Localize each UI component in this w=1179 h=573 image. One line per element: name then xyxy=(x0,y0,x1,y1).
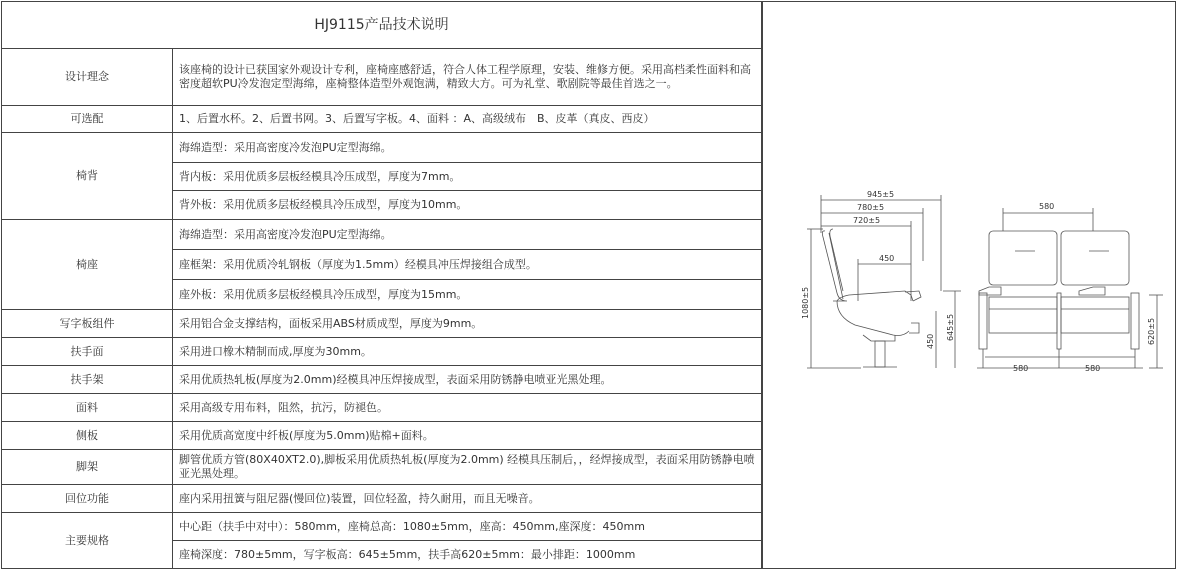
row-label: 设计理念 xyxy=(2,49,173,106)
row-value: 采用优质高宽度中纤板(厚度为5.0mm)贴棉+面料。 xyxy=(173,422,762,450)
table-row xyxy=(2,220,762,250)
row-value: 海绵造型：采用高密度冷发泡PU定型海绵。 xyxy=(173,220,762,250)
dim-450-vertical: 450 xyxy=(926,333,935,349)
table-row xyxy=(2,422,762,450)
row-value: 采用优质热轧板(厚度为2.0mm)经模具冲压焊接成型，表面采用防锈静电喷亚光黑处理。 xyxy=(173,366,762,394)
row-value: 背内板：采用优质多层板经模具冷压成型，厚度为7mm。 xyxy=(173,163,762,191)
row-label: 扶手架 xyxy=(2,366,173,394)
page-title: HJ9115产品技术说明 xyxy=(2,2,762,49)
table-row xyxy=(2,485,762,513)
dim-720: 720±5 xyxy=(853,216,881,225)
row-value: 海绵造型：采用高密度冷发泡PU定型海绵。 xyxy=(173,133,762,163)
row-value: 中心距（扶手中对中）：580mm，座椅总高：1080±5mm，座高：450mm,座深度：450mm xyxy=(173,513,762,541)
spec-table xyxy=(1,1,762,569)
side-view-dimensions xyxy=(801,190,955,349)
title-row xyxy=(2,2,762,49)
dim-450-horizontal: 450 xyxy=(879,254,895,263)
table-row xyxy=(2,366,762,394)
dim-580-top: 580 xyxy=(1039,202,1055,211)
row-value: 脚管优质方管(80X40XT2.0),脚板采用优质热轧板(厚度为2.0mm) 经模具压制后，，经焊接成型，表面采用防锈静电喷亚光黑处理。 xyxy=(173,450,762,485)
dim-780: 780±5 xyxy=(857,203,885,212)
side-view xyxy=(807,195,961,368)
row-label: 主要规格 xyxy=(2,513,173,569)
row-label: 椅座 xyxy=(2,220,173,310)
row-value: 采用铝合金支撑结构，面板采用ABS材质成型，厚度为9mm。 xyxy=(173,310,762,338)
row-value: 1、后置水杯。2、后置书网。3、后置写字板。4、面料 ：A、高级绒布 B、皮革（真皮、西皮） xyxy=(173,106,762,133)
dim-620: 620±5 xyxy=(1147,317,1156,345)
table-row xyxy=(2,513,762,541)
table-row xyxy=(2,49,762,106)
row-label: 面料 xyxy=(2,394,173,422)
row-label: 回位功能 xyxy=(2,485,173,513)
row-label: 脚架 xyxy=(2,450,173,485)
row-value: 座椅深度：780±5mm，写字板高：645±5mm，扶手高620±5mm：最小排距：1000mm xyxy=(173,541,762,569)
table-row xyxy=(2,106,762,133)
front-view xyxy=(977,208,1163,368)
table-row xyxy=(2,394,762,422)
row-value: 座内采用扭簧与阻尼器(慢回位)装置，回位轻盈，持久耐用，而且无噪音。 xyxy=(173,485,762,513)
row-label: 扶手面 xyxy=(2,338,173,366)
chair-drawing-panel xyxy=(762,1,1178,569)
dim-580-left: 580 xyxy=(1013,364,1029,373)
dim-1080: 1080±5 xyxy=(801,286,810,319)
row-value: 该座椅的设计已获国家外观设计专利，座椅座感舒适，符合人体工程学原理，安装、维修方便。采用高档柔性面料和高密度超软PU冷发泡定型海绵，座椅整体造型外观饱满，精致大方。可为礼堂、歌剧院等最佳首选之一。 xyxy=(173,49,762,106)
row-value: 采用进口橡木精制而成,厚度为30mm。 xyxy=(173,338,762,366)
table-row xyxy=(2,133,762,163)
dim-645: 645±5 xyxy=(946,313,955,341)
row-label: 椅背 xyxy=(2,133,173,220)
dim-580-right: 580 xyxy=(1085,364,1101,373)
row-label: 侧板 xyxy=(2,422,173,450)
table-row xyxy=(2,450,762,485)
row-value: 背外板：采用优质多层板经模具冷压成型，厚度为10mm。 xyxy=(173,191,762,220)
table-row xyxy=(2,310,762,338)
row-value: 采用高级专用布料，阻然，抗污，防褪色。 xyxy=(173,394,762,422)
row-value: 座框架：采用优质冷轧钢板（厚度为1.5mm）经模具冲压焊接组合成型。 xyxy=(173,250,762,280)
dim-945: 945±5 xyxy=(867,190,895,199)
row-label: 可选配 xyxy=(2,106,173,133)
row-label: 写字板组件 xyxy=(2,310,173,338)
front-view-dimensions xyxy=(1013,202,1156,373)
chair-technical-drawing xyxy=(763,1,1178,569)
row-value: 座外板：采用优质多层板经模具冷压成型，厚度为15mm。 xyxy=(173,280,762,310)
table-row xyxy=(2,338,762,366)
